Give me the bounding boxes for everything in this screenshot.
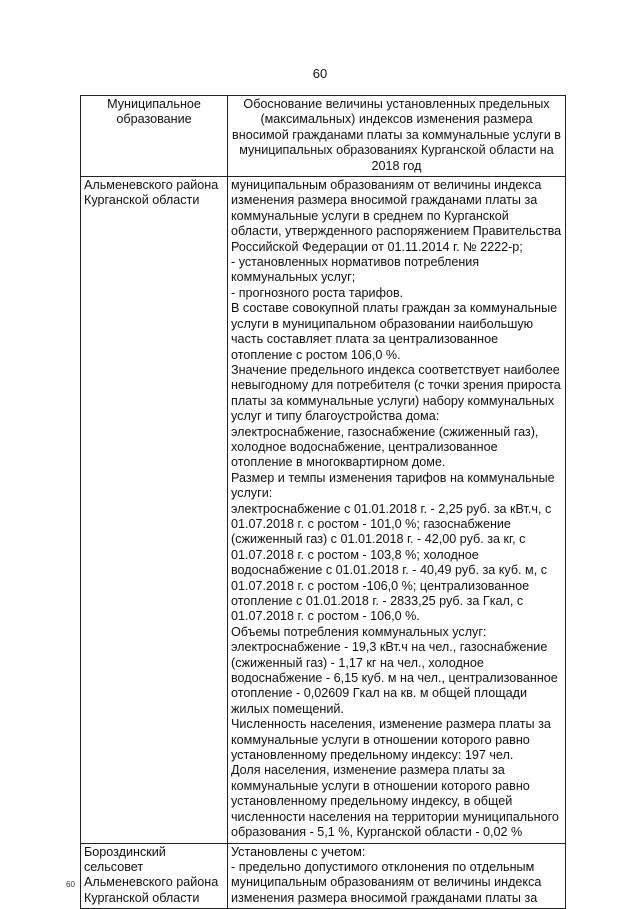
page-number: 60 — [312, 66, 328, 81]
paragraph: Значение предельного индекса соответствует наиболее невыгодному для потребителя (с точки зрения прироста платы за коммунальные услуги) набору коммунальных услуг и типу благоустройства дома: — [231, 362, 561, 424]
paragraph: Размер и темпы изменения тарифов на коммунальные услуги: — [231, 470, 555, 501]
table-row — [81, 177, 566, 843]
table-row — [81, 843, 566, 909]
paragraph: муниципальным образованиям от величины индекса изменения размера вносимой гражданами платы за коммунальные услуги в среднем по Курганской области, утвержденного распоряжением Правительства Российской Федерации от 01.11.2014 г. № 2222-р; — [231, 178, 562, 254]
table-header-row — [81, 96, 566, 177]
bottom-page-mark: 60 — [66, 880, 75, 889]
row-municipality: Альменевского района Курганской области — [81, 177, 228, 843]
row-municipality: Бороздинский сельсовет Альменевского района Курганской области — [81, 843, 228, 909]
paragraph: - установленных нормативов потребления коммунальных услуг; — [231, 255, 480, 285]
paragraph: Установлены с учетом: — [231, 844, 366, 859]
paragraph: Объемы потребления коммунальных услуг: — [231, 624, 487, 639]
header-municipality: Муниципальное образование — [81, 96, 228, 177]
header-justification: Обоснование величины установленных предельных (максимальных) индексов изменения размера вносимой гражданами платы за коммунальные услуги в муниципальных образованиях Курганской области на 2018 год — [228, 96, 566, 177]
paragraph: - предельно допустимого отклонения по отдельным муниципальным образованиям от величины индекса изменения размера вносимой гражданами платы за — [231, 859, 542, 905]
paragraph: электроснабжение, газоснабжение (сжиженный газ), холодное водоснабжение, централизованное отопление в многоквартирном доме. — [231, 424, 539, 470]
paragraph: - прогнозного роста тарифов. — [231, 285, 404, 300]
justification-table — [80, 95, 566, 909]
paragraph: Доля населения, изменение размера платы за коммунальные услуги в отношении которого равно установленному предельному индексу, в общей численности населения на территории муниципального образования - 5,1 %, Курганской области - 0,02 % — [231, 763, 559, 840]
paragraph: В составе совокупной платы граждан за коммунальные услуги в муниципальном образовании наибольшую часть составляет плата за централизованное отопление с ростом 106,0 %. — [231, 301, 558, 362]
paragraph: электроснабжение с 01.01.2018 г. - 2,25 руб. за кВт.ч, с 01.07.2018 г. с ростом - 101,0 %; газоснабжение (сжиженный газ) с 01.01.2018 г. - 42,00 руб. за кг, с 01.07.2018 г. с ростом - 103,8 %; холодное водоснабжение с 01.01.2018 г. - 40,49 руб. за куб. м, с 01.07.2018 г. с ростом -106,0 %; централизованное отопление с 01.01.2018 г. - 2833,25 руб. за Гкал, с 01.07.2018 г. с ростом - 106,0 %. — [231, 501, 552, 624]
paragraph: электроснабжение - 19,3 кВт.ч на чел., газоснабжение (сжиженный газ) - 1,17 кг на чел., холодное водоснабжение - 6,15 куб. м на чел., централизованное отопление - 0,02609 Гкал на кв. м общей площади жилых помещений. — [231, 640, 558, 716]
paragraph: Численность населения, изменение размера платы за коммунальные услуги в отношении которого равно установленному предельному индексу: 197 чел. — [231, 717, 551, 763]
row-justification — [228, 177, 566, 843]
row-justification — [228, 843, 566, 909]
